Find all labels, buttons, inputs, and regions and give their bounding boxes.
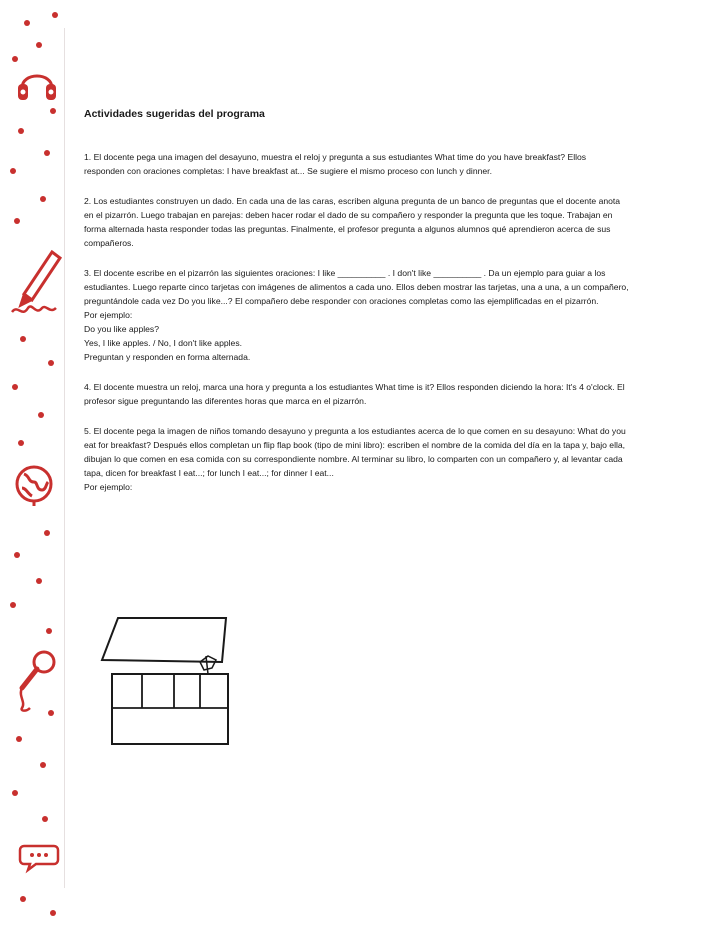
margin-dot [16, 736, 22, 742]
item-text: . Da un ejemplo para guiar a los estudiantes. Luego reparte cinco tarjetas con imágenes de alimentos a cada uno. Ellos deben mostrar las tarjetas, una a una, a un compañero, preguntándole cada vez Do you like...? El compañero debe responder con oraciones completas como las ejemplificadas en el pizarrón. [84, 268, 629, 306]
item-text: El docente pega una imagen del desayuno, muestra el reloj y pregunta a sus estudiantes What time do you have breakfast? Ellos responden con oraciones completas: I have breakfast at... Se sugiere el mismo proceso con lunch y dinner. [84, 152, 587, 176]
activity-text [84, 150, 629, 178]
margin-dot [46, 628, 52, 634]
example-answer: Yes, I like apples. / No, I don't like apples. [84, 338, 243, 348]
margin-dot [38, 412, 44, 418]
margin-dot [20, 336, 26, 342]
example-question: Do you like apples? [84, 324, 160, 334]
activity-text [84, 380, 629, 408]
item-number: 5. [84, 426, 92, 436]
activity-text [84, 194, 629, 250]
item-number: 2. [84, 196, 92, 206]
globe-icon [12, 462, 56, 506]
item-number: 1. [84, 152, 92, 162]
margin-dot [36, 578, 42, 584]
margin-dot [18, 440, 24, 446]
item-text: El docente muestra un reloj, marca una hora y pregunta a los estudiantes What time is it? Ellos responden diciendo la hora: It's 4 o'clock. El profesor sigue preguntando las diferentes horas que marca en el pizarrón. [84, 382, 625, 406]
example-note: Preguntan y responden en forma alternada. [84, 352, 251, 362]
item-text: . I don't like [387, 268, 432, 278]
headphones-icon [14, 60, 60, 104]
fill-in-blank: __________ [337, 268, 386, 278]
item-number: 4. [84, 382, 92, 392]
speech-bubble-icon [18, 840, 62, 874]
decorative-margin [0, 0, 80, 930]
margin-dot [10, 168, 16, 174]
document-body [84, 108, 629, 510]
activity-item [84, 266, 629, 364]
fill-in-blank: __________ [433, 268, 482, 278]
margin-dot [44, 150, 50, 156]
margin-dot [40, 196, 46, 202]
item-text: El docente escribe en el pizarrón las siguientes oraciones: I like [93, 268, 336, 278]
margin-dot [14, 218, 20, 224]
activity-item [84, 424, 629, 494]
margin-dot [36, 42, 42, 48]
margin-dot [12, 790, 18, 796]
margin-dot [12, 384, 18, 390]
example-label: Por ejemplo: [84, 482, 133, 492]
document-title: Actividades sugeridas del programa [84, 108, 265, 120]
margin-dot [14, 552, 20, 558]
activity-item [84, 194, 629, 250]
margin-dot [24, 20, 30, 26]
activity-item [84, 380, 629, 408]
margin-dot [50, 910, 56, 916]
margin-dot [40, 762, 46, 768]
activity-text [84, 424, 629, 480]
margin-dot [42, 816, 48, 822]
item-number: 3. [84, 268, 92, 278]
margin-dot [50, 108, 56, 114]
margin-dot [48, 360, 54, 366]
flip-flap-book-illustration [96, 612, 246, 752]
example-block [84, 308, 629, 364]
microphone-icon [12, 648, 58, 714]
page-edge-line [64, 28, 67, 888]
pencil-icon [8, 246, 64, 322]
margin-dot [20, 896, 26, 902]
example-label: Por ejemplo: [84, 310, 133, 320]
item-text: El docente pega la imagen de niños tomando desayuno y pregunta a los estudiantes acerca de lo que comen en su desayuno: What do you eat for breakfast? Después ellos completan un flip flap book (tipo de mini libro): escriben el nombre de la comida del día en la tapa y, bajo ella, dibujan lo que comen en esa comida con su correspondiente nombre. Al terminar su libro, lo comparten con un compañero y, al levantar cada tapa, dicen for breakfast I eat...; for lunch I eat...; for dinner I eat... [84, 426, 626, 478]
activity-item [84, 150, 629, 178]
margin-dot [44, 530, 50, 536]
margin-dot [52, 12, 58, 18]
activity-text [84, 266, 629, 308]
item-text: Los estudiantes construyen un dado. En cada una de las caras, escriben alguna pregunta de un banco de preguntas que el docente anota en el pizarrón. Luego trabajan en parejas: deben hacer rodar el dado de su compañero y responder la pregunta que les toque. Trabajan en forma alternada hasta responder todas las preguntas. Finalmente, el profesor pregunta a algunos alumnos qué aprendieron acerca de sus compañeros. [84, 196, 621, 248]
margin-dot [18, 128, 24, 134]
margin-dot [10, 602, 16, 608]
